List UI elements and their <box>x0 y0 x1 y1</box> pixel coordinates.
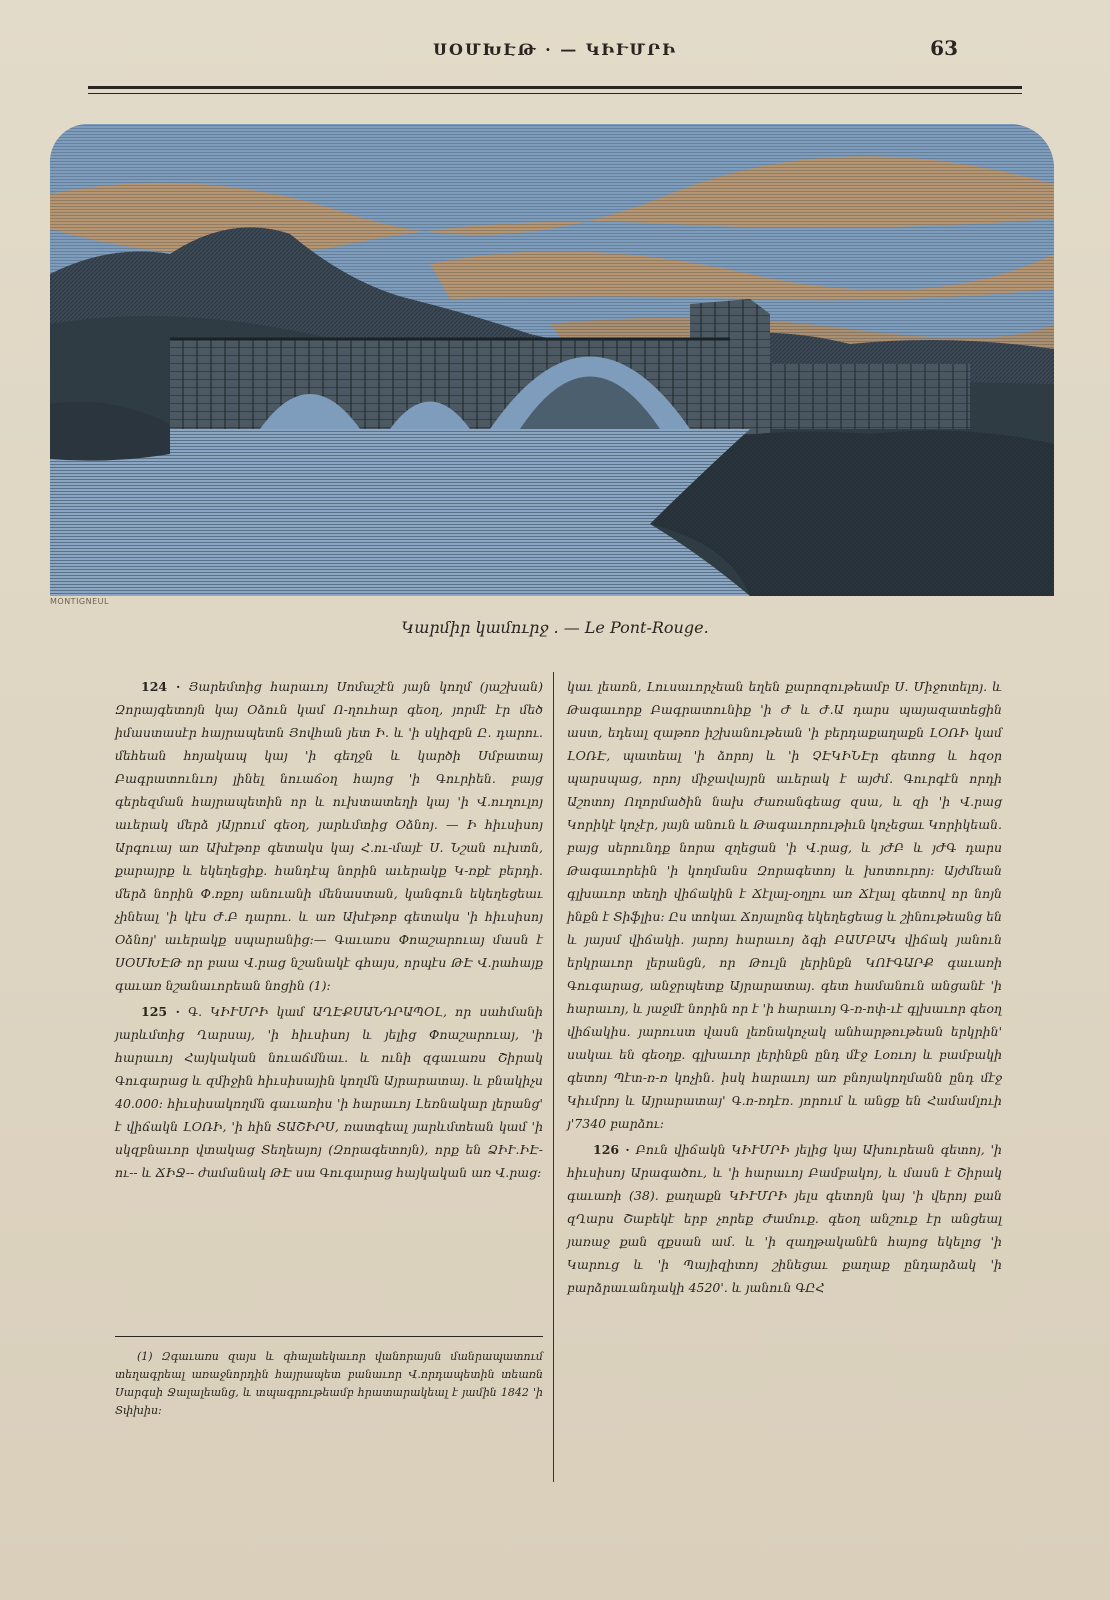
header-rule-thin <box>88 93 1022 94</box>
paragraph-number: 124 · <box>141 679 181 694</box>
column-divider <box>553 672 554 1482</box>
running-header: ՍՕՄԽԷԹ · — ԿԻՒՄՐԻ <box>433 40 677 59</box>
footnote <box>115 1348 543 1420</box>
engraver-signature: MONTIGNEUL <box>50 597 109 606</box>
figure-caption: Կարմիր կամուրջ . — Le Pont-Rouge. <box>401 618 709 637</box>
page-number: 63 <box>930 36 958 60</box>
paragraph-text: Բուն վիճակն ԿԻՒՄՐԻ յելից կայ Ախուրեան գետոյ, 'ի հիւսիսոյ Արագածու, և 'ի հարաւոյ Բամբակոյ, և մասն է Շիրակ գաւառի (38). քաղաքն ԿԻՒՄՐԻ յելս գետոյն կայ 'ի վերոյ քան զՂարս Շաբեկէ երբ չորեք Ժամուք. գեօղ անշուք էր անցեալ յառաջ քան զքսան ամ. և 'ի զաղթականէն հայոց եկելոց 'ի Կարուց և 'ի Պայիզիտոյ շինեցաւ քաղաք ընդարձակ 'ի բարձրաւանդակի 4520'. և յանուն ԳԸՀ <box>567 1142 1002 1295</box>
paragraph-124 <box>115 675 543 997</box>
paragraph-text: Գ. ԿԻՒՄՐԻ կամ ԱՂԷՔՍԱՆԴՐԱՊՕԼ, որ սահմանի յարևմտից Ղարսայ, 'ի հիւսիսոյ և յելից Փոաշարուայ, 'ի հարաւոյ Հայկական նուաճմնաւ. և ունի զգաւառս Շիրակ Գուգարաց և զմիջին հիւսիսային կողմն Այրարատայ. և բնակիչս 40.000: հիւսիսակողմն գաւառիս 'ի հարաւոյ Լեռնակար լերանց' է վիճակն ԼՕՌԻ, 'ի հին ՏԱՇԻՐՍ, ռատգեալ յարևմտեան կամ 'ի սկզբնաւոր վտակաց Տեղեայոյ (Զորագետոյն), որք են ՁԻՒ․ԻԷ-ու-- և ՃԻՋ-- ժամանակ ԹԷ սա Գուգարաց հայկական առ Վ.րաց։ <box>115 1004 543 1180</box>
left-column <box>115 675 543 1187</box>
paragraph-text: կաւ լեառն, Լուսաւորչեան եղեն քարոզութեամբ Ս. Միջոտելոյ. և Թագաւորք Բագրատունիք 'ի Ժ և Ժ.Ա դարս պայազատեցին աստ, եդեալ զաթոռ իշխանութեան 'ի բերդաքաղաքն ԼՕՌԻ կամ ԼՕՌԷ, պատեալ 'ի ձորոյ և 'ի ՉԷԿԻՆԷր գետոց և հզօր պարսպաց, որոյ միջավայրն աւերակ է այժմ. Գուրգէն որդի Աշոտոյ Ողորմածին նախ Ժառանգեաց զսա, և զի 'ի Վ.րաց Կորիկէ կոչէր, յայն անուն և Թագաւորութիւն կոչեցաւ Կորիկեան. բայց սերունդք նորա զղեցան 'ի Վ.րաց, և յԺԲ և յԺԳ դարս Թագաւորեին 'ի կողմանս Զորագետոյ և խոտուրոյ։ Այժմեան գլխաւոր տեղի վիճակին է Ճէլալ-օղլու առ Ճէլալ գետով որ նոյն ինքն է Տիֆլիս: Ըս տոկաւ Ճոյալոնգ եկեղեցեաց և շինութեանց են և յայսմ վիճակի. յարոյ հարաւոյ ձգի ԲԱՄԲԱԿ վիճակ յանուն երկրաւոր լերանցն, որ Թուլն լերինքն ԿՈՒԳԱՐՔ գաւառի Գուգարաց, անջրպետք Այրարատայ. գետ համանուն անցանէ 'ի հարաւոյ, և յաջմէ նորին որ է 'ի հարաւոյ Գ-ռ-ոփ-ւէ գլխաւոր գեօղ վիճակիս. յարուստ վասն լեռնակոչակ անհարթութեան երկրին' սակաւ են գեօղք. գլխաւոր լերինքն ընդ մէջ Լօռւոյ և բամբակի գետոյ Պէտ-ռ-ռ կոչին. իսկ հարաւոյ առ բնոյակողմանն ընդ մէջ Կիւմրոյ և Այրարատայ' Գ.ռ-ռդէռ. յորում և անցք են Համամլուի յ'7340 բարձու: <box>567 679 1002 1131</box>
header-rule-thick <box>88 86 1022 89</box>
paragraph-number: 126 · <box>593 1142 630 1157</box>
paragraph-text: Յարեմտից հարաւոյ Սոմաշէն յայն կողմ (յաշխան) Զորայգետոյն կայ Օձուն կամ Ո-ղուհար գեօղ, յորմէ էր մեծ իմաստասէր հայրապետն Յովհան յետ Ի. և 'ի սկիզբն Ը. դարու. մեհեան հոյակապ կայ 'ի գեղջն և կարծի Սմբատայ Բագրատունւոյ լինել նուաճօղ հայոց 'ի Գուրիեն. բայց գերեզման հայրապետին որ և ուխտատեղի կայ 'ի Վ.ուղուլոյ աւերակ մերձ յԱյրում գեօղ, յարևմտից Օձնոյ. — Ի հիւսիսոյ Արգուայ առ Ախէթոբ գետակս կայ Հ.ու-մայէ Ս. Նշան ուխտն, քարայրք և եկեղեցիք. հանդէպ նորին աւերակք Կ-ռքէ բերդի. մերձ նորին Փ.ռքոյ անուանի մենաստան, կանգուն եկեղեցեաւ չինեալ 'ի կէս Ժ.Բ դարու. և առ Ախէթոբ գետակս 'ի հիւսիսոյ Օձնոյ' աւերակք սպարանից:— Գաւառս Փոաշարուայ մասն է ՍՕՄԽԷԹ որ բաա Վ.րաց նշանակէ գհայս, որպէս ԹԷ Վ.րահայք գաւառ նշանաւորեան նոցին (1): <box>115 679 543 993</box>
engraving-pont-rouge <box>50 124 1054 596</box>
paragraph-126 <box>567 1138 1002 1299</box>
paragraph-125 <box>115 1000 543 1184</box>
footnote-text: (1) Զգաւառս զայս և զհալաեկաւոր վանորայսն մանրապատում տեղագրեալ առաջնորդին հայրապետ բանաւոր Վ.որդապետին տեառն Սարգսի Ջալալեանց, և տպագրութեամբ հրատարակեալ է յամին 1842 'ի Տփխիս: <box>115 1350 543 1417</box>
paragraph-125-continued <box>567 675 1002 1135</box>
right-column <box>567 675 1002 1302</box>
paragraph-number: 125 · <box>141 1004 180 1019</box>
footnote-rule <box>115 1336 543 1337</box>
